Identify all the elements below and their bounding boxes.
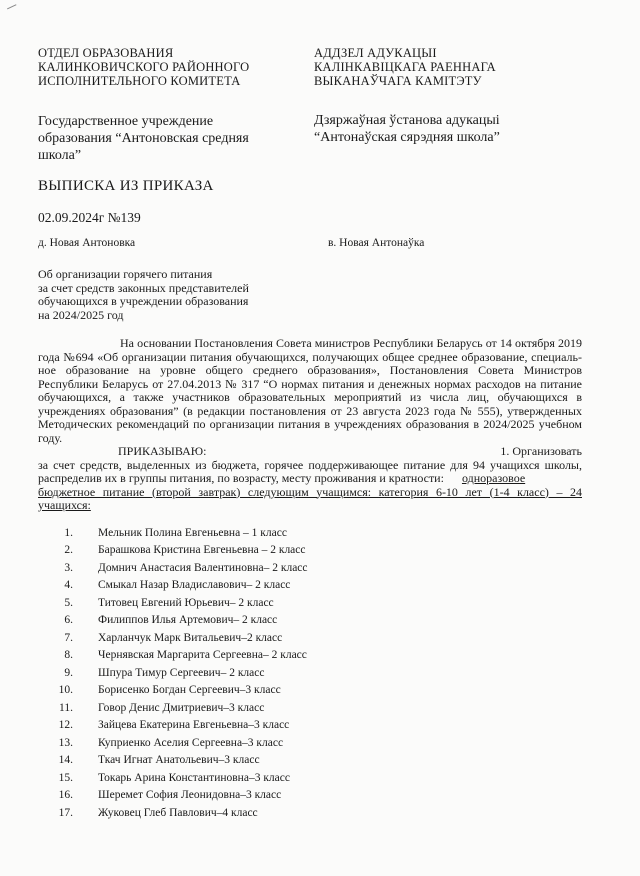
document-title: ВЫПИСКА ИЗ ПРИКАЗА	[38, 178, 214, 194]
order-word: ПРИКАЗЫВАЮ:	[118, 444, 207, 458]
list-item-name: Чернявская Маргарита Сергеевна– 2 класс	[98, 649, 307, 662]
list-item-number: 12.	[58, 719, 73, 732]
list-item-number: 6.	[64, 614, 73, 627]
header-left	[38, 46, 249, 88]
list-item	[38, 629, 538, 647]
list-item-name: Барашкова Кристина Евгеньевна – 2 класс	[98, 544, 306, 557]
order-heading-row	[38, 445, 582, 459]
list-item	[38, 752, 538, 770]
list-item	[38, 699, 538, 717]
header-left-line1: ОТДЕЛ ОБРАЗОВАНИЯ	[38, 46, 174, 60]
list-item-name: Токарь Арина Константиновна–3 класс	[98, 771, 290, 784]
place-right: в. Новая Антонаўка	[328, 237, 425, 249]
institution-left-line2: образования “Антоновская средняя	[38, 131, 249, 146]
institution-left	[38, 113, 249, 164]
institution-right-line1: Дзяржаўная ўстанова адукацыi	[314, 113, 500, 128]
list-item-number: 14.	[58, 754, 73, 767]
header-right-line2: КАЛIНКАВIЦКАГА РАЕННАГА	[314, 60, 496, 74]
list-item-number: 15.	[58, 771, 73, 784]
place-left: д. Новая Антоновка	[38, 237, 136, 249]
page-corner-mark	[7, 4, 19, 15]
list-item-number: 8.	[64, 649, 73, 662]
order-paragraph-text: за счет средств, выделенных из бюджета, горячее поддерживающее питание для 94 учащихся школы, распределив их в группы питания, по возрасту, месту проживания и кратности:	[38, 457, 582, 485]
list-item	[38, 664, 538, 682]
list-item-name: Борисенко Богдан Сергеевич–3 класс	[98, 684, 281, 697]
list-item-number: 11.	[59, 701, 73, 714]
list-item-number: 16.	[58, 789, 73, 802]
subject-line4: на 2024/2025 год	[38, 307, 124, 322]
list-item-number: 9.	[64, 666, 73, 679]
basis-paragraph: На основании Постановления Совета министров Республики Беларусь от 14 октября 2019 года №694 «Об организации питания обучающихся, получающих общее среднее образование, специаль-ное образование на уровне общего среднего образования», Постановления Совета Министров Республики Беларусь от 27.04.2013 № 317 “О нормах питания и денежных нормах расходов на питание обучающихся, а также участников образовательных мероприятий из числа лиц, обучающихся в учреждениях образования” (в редакции постановления от 23 августа 2023 года № 555), утвержденных Методических рекомендаций по организации питания в учреждениях образования в 2024/2025 учебном году.	[38, 336, 582, 445]
list-item	[38, 717, 538, 735]
list-item-number: 3.	[64, 561, 73, 574]
list-item-number: 10.	[58, 684, 73, 697]
list-item-name: Говор Денис Дмитриевич–3 класс	[98, 701, 265, 714]
list-item-number: 4.	[64, 579, 73, 592]
order-paragraph	[38, 459, 582, 486]
list-item-name: Харланчук Марк Витальевич–2 класс	[98, 631, 283, 644]
header-left-line3: ИСПОЛНИТЕЛЬНОГО КОМИТЕТА	[38, 74, 241, 88]
list-item	[38, 594, 538, 612]
list-item-number: 1.	[64, 526, 73, 539]
order-underlined-start: одноразовое	[461, 471, 526, 485]
subject-line3: обучающихся в учреждении образования	[38, 294, 249, 308]
list-item	[38, 734, 538, 752]
list-item-name: Ткач Игнат Анатольевич–3 класс	[98, 754, 260, 767]
list-item	[38, 559, 538, 577]
list-item	[38, 804, 538, 822]
list-item	[38, 542, 538, 560]
list-item-name: Домнич Анастасия Валентиновна– 2 класс	[98, 561, 308, 574]
list-item-name: Титовец Евгений Юрьевич– 2 класс	[98, 596, 274, 609]
list-item-number: 7.	[64, 631, 73, 644]
order-underlined-text: бюджетное питание (второй завтрак) следующим учащимся: категория 6-10 лет (1-4 класс) – 24 учащихся:	[38, 484, 582, 512]
list-item-name: Жуковец Глеб Павлович–4 класс	[98, 806, 258, 819]
subject-line2: за счет средств законных представителей	[38, 280, 249, 295]
list-item-name: Шпура Тимур Сергеевич– 2 класс	[98, 666, 265, 679]
institution-left-line3: школа”	[38, 148, 82, 163]
list-item-number: 17.	[58, 806, 73, 819]
document-date-number: 02.09.2024г №139	[38, 210, 141, 225]
list-item-name: Шеремет София Леонидовна–3 класс	[98, 789, 282, 802]
list-item-number: 5.	[64, 596, 73, 609]
header-left-line2: КАЛИНКОВИЧСКОГО РАЙОННОГО	[38, 60, 250, 74]
header-right-line1: АДДЗЕЛ АДУКАЦЫI	[314, 46, 437, 60]
list-item	[38, 787, 538, 805]
list-item-name: Мельник Полина Евгеньевна – 1 класс	[98, 526, 287, 539]
list-item-name: Зайцева Екатерина Евгеньевна–3 класс	[98, 719, 290, 732]
order-body	[38, 337, 582, 513]
list-item	[38, 769, 538, 787]
list-item-name: Смыкал Назар Владиславович– 2 класс	[98, 579, 291, 592]
list-item-name: Куприенко Аселия Сергеевна–3 класс	[98, 736, 284, 749]
list-item	[38, 647, 538, 665]
list-item	[38, 682, 538, 700]
order-item-1-start: 1. Организовать	[500, 444, 582, 458]
institution-right-line2: “Антонаўская сярэдняя школа”	[314, 130, 500, 145]
list-item-name: Филиппов Илья Артемович– 2 класс	[98, 614, 278, 627]
institution-left-line1: Государственное учреждение	[38, 114, 214, 129]
header-right	[314, 46, 496, 88]
order-subject	[38, 268, 249, 322]
list-item-number: 13.	[58, 736, 73, 749]
header-right-line3: ВЫКАНАЎЧАГА КАМIТЭТУ	[314, 74, 482, 88]
list-item-number: 2.	[64, 544, 73, 557]
subject-line1: Об организации горячего питания	[38, 267, 213, 281]
list-item	[38, 577, 538, 595]
list-item	[38, 524, 538, 542]
institution-right	[314, 112, 500, 146]
student-list	[38, 524, 538, 822]
list-item	[38, 612, 538, 630]
